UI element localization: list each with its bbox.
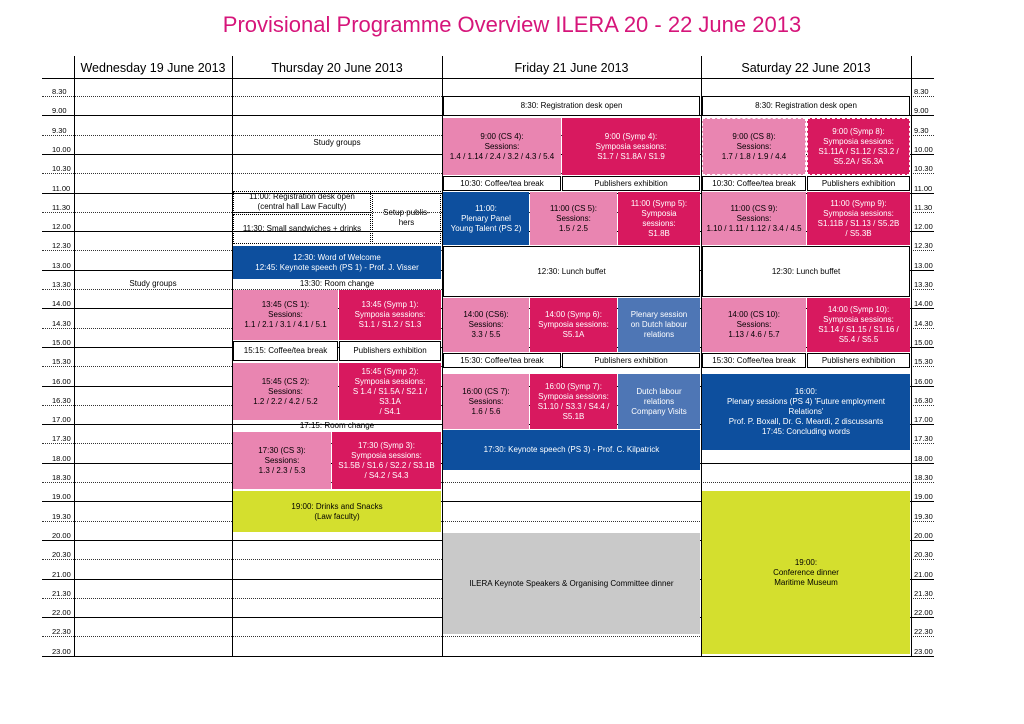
time-label-right: 15.00 (914, 338, 933, 347)
sat-publishers-exhibition-1: Publishers exhibition (807, 176, 910, 191)
time-label-left: 17.00 (52, 415, 71, 424)
thu-study-groups: Study groups (313, 138, 361, 147)
time-label-left: 18.30 (52, 473, 71, 482)
time-label-left: 12.30 (52, 241, 71, 250)
thu-setup-publishers: Setup publis- hers (372, 191, 441, 244)
time-label-right: 9.30 (914, 126, 929, 135)
fri-plenary-young-talent: 11:00: Plenary Panel Young Talent (PS 2) (443, 192, 529, 245)
time-label-right: 13.30 (914, 280, 933, 289)
thu-symp1: 13:45 (Symp 1): Symposia sessions: S1.1 / S1.2 / S1.3 (339, 290, 441, 340)
time-label-left: 12.00 (52, 222, 71, 231)
time-label-left: 10.30 (52, 164, 71, 173)
fri-keynote-kilpatrick: 17:30: Keynote speech (PS 3) - Prof. C. Kilpatrick (443, 430, 700, 470)
time-label-left: 16.30 (52, 396, 71, 405)
fri-cs5: 11:00 (CS 5): Sessions: 1.5 / 2.5 (530, 192, 617, 245)
time-label-right: 18.00 (914, 454, 933, 463)
sat-registration-desk: 8:30: Registration desk open (702, 96, 910, 116)
fri-symp7: 16:00 (Symp 7): Symposia sessions: S1.10 / S3.3 / S4.4 / S5.1B (530, 374, 617, 429)
day-header-friday: Friday 21 June 2013 (514, 61, 629, 75)
fri-coffee-break-1: 10:30: Coffee/tea break (443, 176, 561, 191)
time-label-right: 11.30 (914, 203, 933, 212)
time-label-left: 14.30 (52, 319, 71, 328)
time-label-left: 22.30 (52, 627, 71, 636)
sat-cs8: 9:00 (CS 8): Sessions: 1.7 / 1.8 / 1.9 / 4.4 (702, 118, 806, 175)
fri-cs7: 16:00 (CS 7): Sessions: 1.6 / 5.6 (443, 374, 529, 429)
time-gridline (42, 656, 934, 657)
time-label-right: 17.30 (914, 434, 933, 443)
time-label-right: 14.30 (914, 319, 933, 328)
page-title: Provisional Programme Overview ILERA 20 - 22 June 2013 (222, 12, 802, 37)
time-label-left: 11.00 (52, 184, 71, 193)
sat-coffee-break-2: 15:30: Coffee/tea break (702, 353, 806, 368)
thu-publishers-exhibition: Publishers exhibition (339, 341, 441, 361)
time-label-right: 10.30 (914, 164, 933, 173)
day-separator (911, 56, 912, 656)
fri-organising-dinner: ILERA Keynote Speakers & Organising Committee dinner (443, 533, 700, 634)
time-label-right: 16.00 (914, 377, 933, 386)
thu-registration-desk: 11:00: Registration desk open (central hall Law Faculty) (233, 191, 371, 213)
time-label-right: 20.30 (914, 550, 933, 559)
thu-cs2: 15:45 (CS 2): Sessions: 1.2 / 2.2 / 4.2 / 5.2 (233, 363, 338, 420)
time-label-left: 16.00 (52, 377, 71, 386)
fri-symp6: 14:00 (Symp 6): Symposia sessions: S5.1A (530, 298, 617, 352)
fri-cs6: 14:00 (CS6): Sessions: 3.3 / 5.5 (443, 298, 529, 352)
time-label-left: 11.30 (52, 203, 71, 212)
sat-cs9: 11:00 (CS 9): Sessions: 1.10 / 1.11 / 1.12 / 3.4 / 4.5 (702, 192, 806, 245)
fri-symp5: 11:00 (Symp 5): Symposia sessions: S1.8B (618, 192, 700, 245)
time-label-right: 19.00 (914, 492, 933, 501)
time-label-left: 13.30 (52, 280, 71, 289)
time-label-right: 11.00 (914, 184, 933, 193)
time-label-left: 21.30 (52, 589, 71, 598)
time-label-right: 12.00 (914, 222, 933, 231)
fri-symp4: 9:00 (Symp 4): Symposia sessions: S1.7 / S1.8A / S1.9 (562, 118, 700, 175)
time-label-left: 17.30 (52, 434, 71, 443)
time-label-right: 22.00 (914, 608, 933, 617)
thu-coffee-break: 15:15: Coffee/tea break (233, 341, 338, 361)
thu-symp2: 15:45 (Symp 2): Symposia sessions: S 1.4 / S1.5A / S2.1 / S3.1A / S4.1 (339, 363, 441, 420)
fri-cs4: 9:00 (CS 4): Sessions: 1.4 / 1.14 / 2.4 / 3.2 / 4.3 / 5.4 (443, 118, 561, 175)
time-label-right: 18.30 (914, 473, 933, 482)
time-label-left: 14.00 (52, 299, 71, 308)
time-label-left: 15.00 (52, 338, 71, 347)
time-label-left: 20.00 (52, 531, 71, 540)
time-label-left: 10.00 (52, 145, 71, 154)
time-label-right: 8.30 (914, 87, 929, 96)
time-label-left: 9.00 (52, 106, 67, 115)
sat-symp8: 9:00 (Symp 8): Symposia sessions: S1.11A / S1.12 / S3.2 / S5.2A / S5.3A (807, 118, 910, 175)
sat-symp10: 14:00 (Symp 10): Symposia sessions: S1.14 / S1.15 / S1.16 / S5.4 / S5.5 (807, 298, 910, 352)
header-rule (42, 78, 934, 79)
time-gridline (42, 482, 934, 483)
time-label-right: 22.30 (914, 627, 933, 636)
thu-symp3: 17:30 (Symp 3): Symposia sessions: S1.5B / S1.6 / S2.2 / S3.1B / S4.2 / S4.3 (332, 432, 441, 489)
sat-plenary-ps4: 16:00: Plenary sessions (PS 4) 'Future employment Relations' Prof. P. Boxall, Dr. G. Meardi, 2 discussants 17:45: Concluding words (702, 374, 910, 450)
time-label-right: 17.00 (914, 415, 933, 424)
thu-welcome-keynote: 12:30: Word of Welcome 12:45: Keynote speech (PS 1) - Prof. J. Visser (233, 246, 441, 279)
time-label-right: 10.00 (914, 145, 933, 154)
time-label-left: 21.00 (52, 570, 71, 579)
time-label-right: 9.00 (914, 106, 929, 115)
fri-coffee-break-2: 15:30: Coffee/tea break (443, 353, 561, 368)
time-label-left: 19.00 (52, 492, 71, 501)
thu-room-change-1: 13:30: Room change (299, 279, 375, 288)
day-header-saturday: Saturday 22 June 2013 (741, 61, 871, 75)
fri-publishers-exhibition-2: Publishers exhibition (562, 353, 700, 368)
fri-lunch-buffet: 12:30: Lunch buffet (443, 246, 700, 297)
thu-cs1: 13:45 (CS 1): Sessions: 1.1 / 2.1 / 3.1 / 4.1 / 5.1 (233, 290, 338, 340)
time-label-right: 19.30 (914, 512, 933, 521)
day-header-wednesday: Wednesday 19 June 2013 (80, 61, 226, 75)
fri-registration-desk: 8:30: Registration desk open (443, 96, 700, 116)
thu-drinks-snacks: 19:00: Drinks and Snacks (Law faculty) (233, 491, 441, 532)
time-label-right: 13.00 (914, 261, 933, 270)
time-label-left: 8.30 (52, 87, 67, 96)
time-label-left: 20.30 (52, 550, 71, 559)
sat-conference-dinner: 19:00: Conference dinner Maritime Museum (702, 491, 910, 654)
fri-publishers-exhibition-1: Publishers exhibition (562, 176, 700, 191)
fri-company-visits: Dutch labour relations Company Visits (618, 374, 700, 429)
sat-publishers-exhibition-2: Publishers exhibition (807, 353, 910, 368)
sat-cs10: 14:00 (CS 10): Sessions: 1.13 / 4.6 / 5.7 (702, 298, 806, 352)
time-label-left: 23.00 (52, 647, 71, 656)
thu-cs3: 17:30 (CS 3): Sessions: 1.3 / 2.3 / 5.3 (233, 432, 331, 489)
thu-sandwiches: 11:30: Small sandwiches + drinks (233, 214, 371, 244)
sat-symp9: 11:00 (Symp 9): Symposia sessions: S1.11B / S1.13 / S5.2B / S5.3B (807, 192, 910, 245)
time-label-right: 20.00 (914, 531, 933, 540)
wed-study-groups: Study groups (129, 279, 177, 288)
time-label-right: 15.30 (914, 357, 933, 366)
time-label-left: 18.00 (52, 454, 71, 463)
time-label-right: 12.30 (914, 241, 933, 250)
fri-dutch-plenary: Plenary session on Dutch labour relations (618, 298, 700, 352)
time-label-left: 15.30 (52, 357, 71, 366)
time-label-left: 19.30 (52, 512, 71, 521)
time-label-left: 13.00 (52, 261, 71, 270)
sat-lunch-buffet: 12:30: Lunch buffet (702, 246, 910, 297)
time-label-right: 23.00 (914, 647, 933, 656)
time-label-right: 21.30 (914, 589, 933, 598)
time-label-left: 22.00 (52, 608, 71, 617)
time-label-right: 14.00 (914, 299, 933, 308)
time-label-right: 16.30 (914, 396, 933, 405)
time-label-right: 21.00 (914, 570, 933, 579)
time-label-left: 9.30 (52, 126, 67, 135)
day-header-thursday: Thursday 20 June 2013 (271, 61, 403, 75)
thu-room-change-2: 17:15: Room change (299, 420, 375, 430)
sat-coffee-break-1: 10:30: Coffee/tea break (702, 176, 806, 191)
